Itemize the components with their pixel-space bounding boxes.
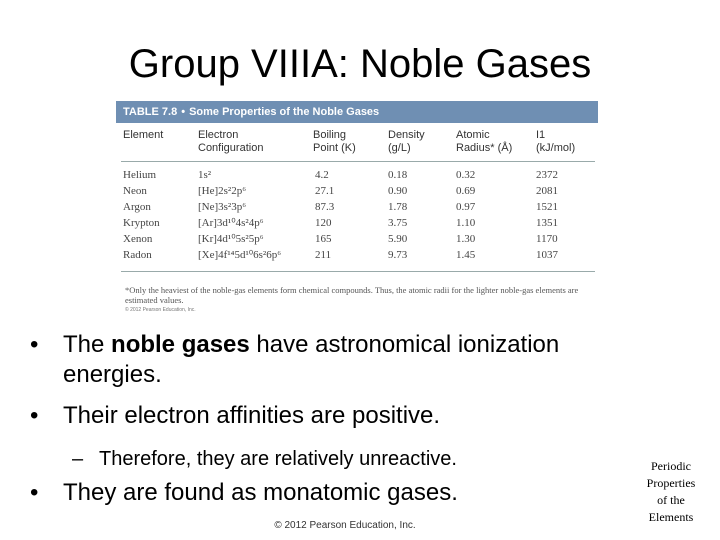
chapter-label: Periodic Properties of the Elements — [646, 459, 696, 524]
bullet-marker: • — [30, 331, 39, 358]
table-row: Argon [Ne]3s²3p⁶ 87.3 1.78 0.97 1521 — [123, 201, 558, 213]
sub-bullet-marker: – — [72, 448, 84, 470]
table-header-bullet: • — [181, 106, 186, 118]
table-label: TABLE 7.8 — [123, 106, 178, 118]
table-row: Xenon [Kr]4d¹⁰5s²5p⁶ 165 5.90 1.30 1170 — [123, 233, 558, 245]
col-header-boiling-point: Boiling Point (K) — [313, 129, 356, 154]
col-header-density: Density (g/L) — [388, 129, 425, 154]
bullet-marker: • — [30, 402, 39, 429]
table-header-rule — [121, 161, 595, 162]
table-row: Krypton [Ar]3d¹⁰4s²4p⁶ 120 3.75 1.10 1351 — [123, 217, 558, 229]
table-header-bar — [116, 101, 598, 123]
col-header-configuration: Electron Configuration — [198, 129, 264, 154]
col-header-ionization-energy: I1 (kJ/mol) — [536, 129, 576, 154]
slide-title: Group VIIIA: Noble Gases — [128, 42, 592, 86]
bullet-item-continuation: energies. — [63, 361, 162, 388]
table-footnote: *Only the heaviest of the noble-gas elements form chemical compounds. Thus, the atomic radii for the lighter noble-gas elements are estimated values. — [125, 285, 579, 305]
table-row: Helium 1s² 4.2 0.18 0.32 2372 — [123, 169, 558, 181]
bold-term: noble gases — [111, 331, 250, 358]
table-column-headers — [116, 129, 598, 161]
col-header-element: Element — [123, 129, 164, 141]
bullet-marker: • — [30, 479, 39, 506]
table-footer-rule — [121, 271, 595, 272]
noble-gas-properties-table — [116, 101, 598, 315]
table-row: Radon [Xe]4f¹⁴5d¹⁰6s²6p⁶ 211 9.73 1.45 1037 — [123, 249, 558, 261]
footer-copyright: © 2012 Pearson Education, Inc. — [274, 520, 416, 531]
table-caption: Some Properties of the Noble Gases — [189, 106, 380, 118]
table-row: Neon [He]2s²2p⁶ 27.1 0.90 0.69 2081 — [123, 185, 558, 197]
col-header-atomic-radius: Atomic Radius* (Å) — [456, 129, 513, 154]
table-copyright: © 2012 Pearson Education, Inc. — [125, 307, 196, 313]
